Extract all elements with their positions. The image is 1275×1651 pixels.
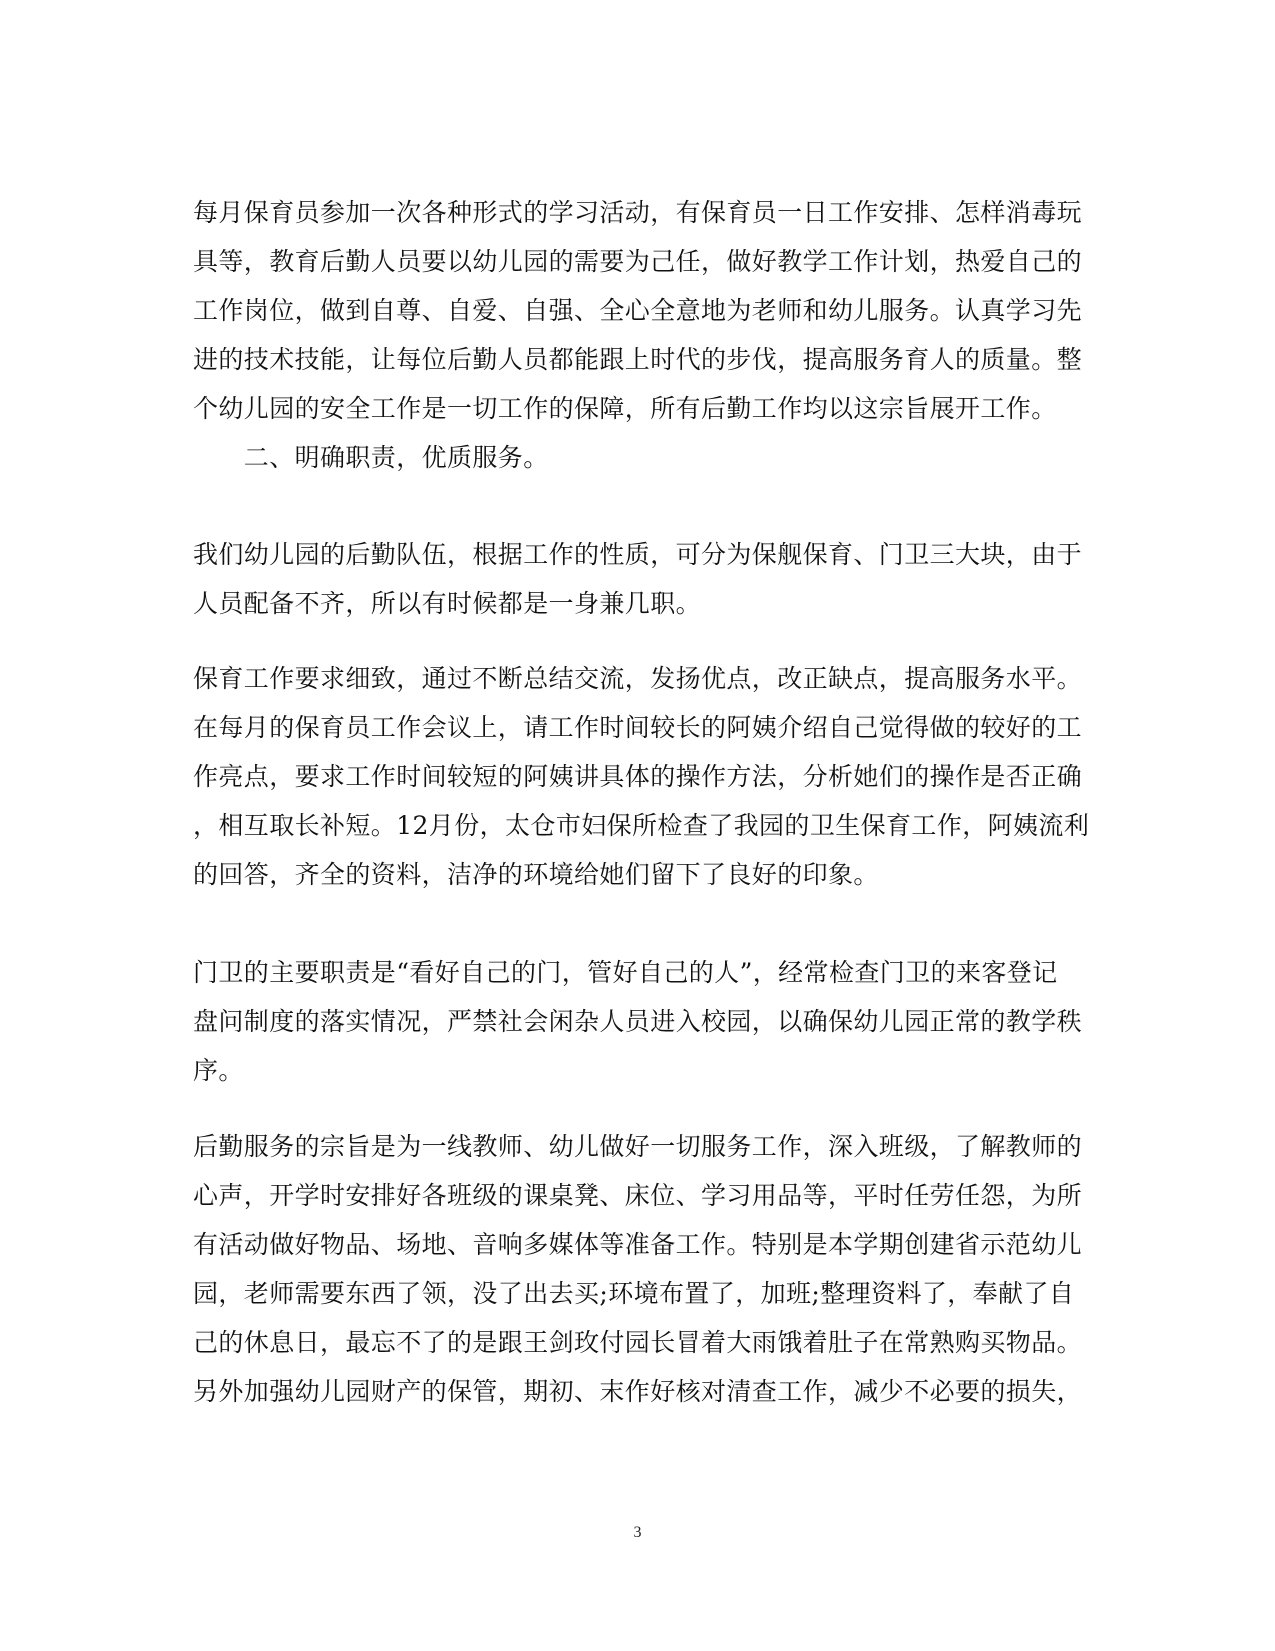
text-line: ，相互取长补短。12月份，太仓市妇保所检查了我园的卫生保育工作，阿姨流利 (193, 811, 1090, 840)
text-line: 个幼儿园的安全工作是一切工作的保障，所有后勤工作均以这宗旨展开工作。 (193, 394, 1057, 423)
section-heading-2 (193, 433, 1073, 482)
text-line: 在每月的保育员工作会议上，请工作时间较长的阿姨介绍自己觉得做的较好的工 (193, 713, 1083, 742)
page-number: 3 (633, 1524, 642, 1541)
text-line: 另外加强幼儿园财产的保管，期初、末作好核对清查工作，减少不必要的损失， (193, 1377, 1083, 1406)
paragraph-study-activities (193, 188, 1083, 433)
text-line: 保育工作要求细致，通过不断总结交流，发扬优点，改正缺点，提高服务水平。 (193, 664, 1083, 693)
text-line: 每月保育员参加一次各种形式的学习活动，有保育员一日工作安排、怎样消毒玩 (193, 198, 1083, 227)
text-line: 作亮点，要求工作时间较短的阿姨讲具体的操作方法，分析她们的操作是否正确 (193, 762, 1083, 791)
text-line: 的回答，齐全的资料，洁净的环境给她们留下了良好的印象。 (193, 860, 879, 889)
heading-line: 二、明确职责，优质服务。 (193, 443, 549, 472)
text-line: 进的技术技能，让每位后勤人员都能跟上时代的步伐，提高服务育人的质量。整 (193, 345, 1083, 374)
text-line: 后勤服务的宗旨是为一线教师、幼儿做好一切服务工作，深入班级，了解教师的 (193, 1132, 1083, 1161)
text-line: 我们幼儿园的后勤队伍，根据工作的性质，可分为保舰保育、门卫三大块，由于 (193, 540, 1083, 569)
text-line: 心声，开学时安排好各班级的课桌凳、床位、学习用品等，平时任劳任怨，为所 (193, 1181, 1083, 1210)
text-line: 己的休息日，最忘不了的是跟王剑玫付园长冒着大雨饿着肚子在常熟购买物品。 (193, 1328, 1083, 1357)
paragraph-childcare-work (193, 654, 1090, 899)
text-line: 有活动做好物品、场地、音响多媒体等准备工作。特别是本学期创建省示范幼儿 (193, 1230, 1083, 1259)
paragraph-service-purpose (193, 1122, 1083, 1416)
paragraph-gatekeeper (193, 948, 1083, 1095)
text-line: 门卫的主要职责是“看好自己的门，管好自己的人”，经常检查门卫的来客登记 (193, 958, 1058, 987)
text-line: 工作岗位，做到自尊、自爱、自强、全心全意地为老师和幼儿服务。认真学习先 (193, 296, 1083, 325)
text-line: 序。 (193, 1056, 244, 1085)
text-line: 盘问制度的落实情况，严禁社会闲杂人员进入校园，以确保幼儿园正常的教学秩 (193, 1007, 1083, 1036)
paragraph-logistics-team (193, 530, 1083, 628)
text-line: 具等，教育后勤人员要以幼儿园的需要为己任，做好教学工作计划，热爱自己的 (193, 247, 1083, 276)
text-line: 园，老师需要东西了领，没了出去买;环境布置了，加班;整理资料了，奉献了自 (193, 1279, 1075, 1308)
text-line: 人员配备不齐，所以有时候都是一身兼几职。 (193, 589, 702, 618)
